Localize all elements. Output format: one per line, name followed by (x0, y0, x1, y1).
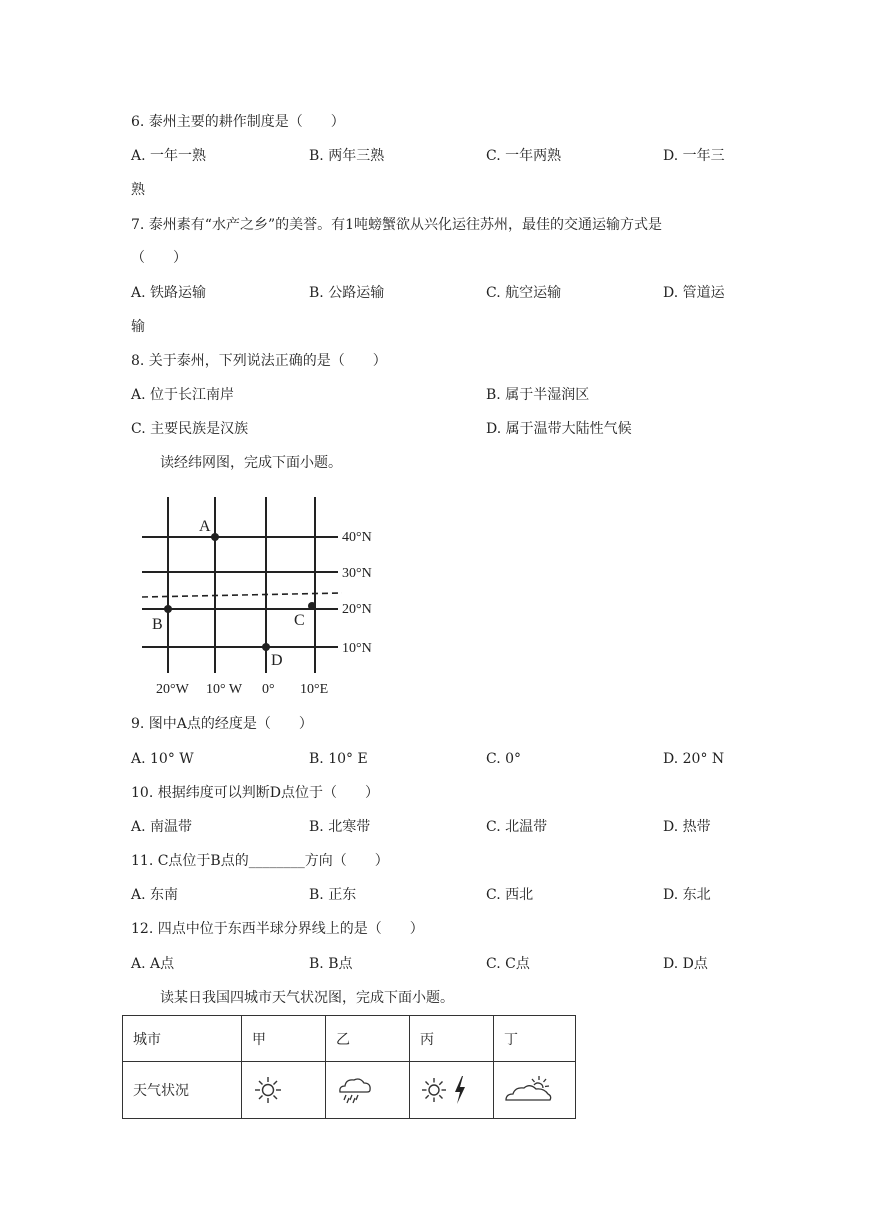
q10-stem: 10. 根据纬度可以判断D点位于（ ） (131, 785, 379, 801)
q12-option-a: A. A点 (131, 956, 175, 972)
point-c-label: C (294, 612, 305, 629)
point-a-dot (211, 533, 219, 541)
q7-option-b: B. 公路运输 (309, 285, 385, 301)
q12-option-b: B. B点 (309, 956, 353, 972)
header-cell-ding: 丁 (494, 1016, 576, 1062)
q7-option-a: A. 铁路运输 (131, 285, 207, 301)
lat-label-30n: 30°N (342, 566, 372, 581)
q11-option-c: C. 西北 (486, 887, 534, 903)
lon-label-10e: 10°E (300, 682, 329, 697)
q6-option-d: D. 一年三 (663, 148, 725, 164)
tropic-dashed-line (142, 593, 342, 597)
sun-icon (252, 1074, 284, 1106)
q11-option-b: B. 正东 (309, 887, 357, 903)
q9-option-a: A. 10° W (131, 751, 194, 767)
q7-stem-cont: （ ） (131, 250, 187, 266)
q10-option-a: A. 南温带 (131, 819, 193, 835)
rain-cloud-icon (336, 1074, 374, 1106)
q8-stem: 8. 关于泰州，下列说法正确的是（ ） (131, 353, 387, 369)
lat-label-20n: 20°N (342, 602, 372, 617)
weather-table-header-row (123, 1016, 576, 1062)
q10-option-d: D. 热带 (663, 819, 711, 835)
q9-option-d: D. 20° N (663, 751, 725, 767)
point-b-dot (164, 605, 172, 613)
q7-stem: 7. 泰州素有“水产之乡”的美誉。有1吨螃蟹欲从兴化运往苏州，最佳的交通运输方式是 (131, 217, 663, 233)
q9-option-b: B. 10° E (309, 751, 368, 767)
weather-cell-jia (242, 1062, 326, 1119)
lon-label-10w: 10° W (206, 682, 243, 697)
point-b-label: B (152, 616, 163, 633)
point-d-label: D (271, 652, 283, 669)
q12-option-c: C. C点 (486, 956, 530, 972)
point-c-dot (308, 602, 316, 610)
q6-option-c: C. 一年两熟 (486, 148, 562, 164)
weather-cell-ding (494, 1062, 576, 1119)
header-cell-yi: 乙 (326, 1016, 410, 1062)
header-cell-bing: 丙 (410, 1016, 494, 1062)
q11-option-d: D. 东北 (663, 887, 711, 903)
weather-cell-bing (410, 1062, 494, 1119)
intro-weather: 读某日我国四城市天气状况图，完成下面小题。 (160, 990, 454, 1006)
weather-table-row (123, 1062, 576, 1119)
header-cell-city: 城市 (123, 1016, 242, 1062)
row-label-weather: 天气状况 (123, 1062, 242, 1119)
cloud-sun-icon (504, 1074, 554, 1106)
point-d-dot (262, 643, 270, 651)
q11-stem: 11. C点位于B点的________方向（ ） (131, 853, 389, 869)
q7-option-c: C. 航空运输 (486, 285, 562, 301)
graticule-diagram (138, 493, 388, 703)
sun-icon (420, 1074, 448, 1106)
q11-option-a: A. 东南 (131, 887, 179, 903)
q12-stem: 12. 四点中位于东西半球分界线上的是（ ） (131, 921, 424, 937)
q9-stem: 9. 图中A点的经度是（ ） (131, 716, 313, 732)
q8-option-c: C. 主要民族是汉族 (131, 421, 249, 437)
lat-label-10n: 10°N (342, 641, 372, 656)
q7-option-d-wrap: 输 (131, 319, 145, 335)
q10-option-b: B. 北寒带 (309, 819, 371, 835)
q6-option-d-wrap: 熟 (131, 182, 145, 198)
weather-table (122, 1015, 576, 1119)
lon-label-20w: 20°W (156, 682, 189, 697)
lon-label-0: 0° (262, 682, 275, 697)
q8-option-d: D. 属于温带大陆性气候 (486, 421, 632, 437)
q9-option-c: C. 0° (486, 751, 522, 767)
intro-graticule: 读经纬网图，完成下面小题。 (160, 455, 342, 471)
point-a-label: A (199, 518, 211, 535)
q8-option-a: A. 位于长江南岸 (131, 387, 235, 403)
weather-cell-yi (326, 1062, 410, 1119)
lat-label-40n: 40°N (342, 530, 372, 545)
q10-option-c: C. 北温带 (486, 819, 548, 835)
q6-stem: 6. 泰州主要的耕作制度是（ ） (131, 114, 345, 130)
lightning-icon (452, 1074, 468, 1106)
q8-option-b: B. 属于半湿润区 (486, 387, 590, 403)
q6-option-a: A. 一年一熟 (131, 148, 207, 164)
q6-option-b: B. 两年三熟 (309, 148, 385, 164)
q12-option-d: D. D点 (663, 956, 708, 972)
header-cell-jia: 甲 (242, 1016, 326, 1062)
q7-option-d: D. 管道运 (663, 285, 725, 301)
